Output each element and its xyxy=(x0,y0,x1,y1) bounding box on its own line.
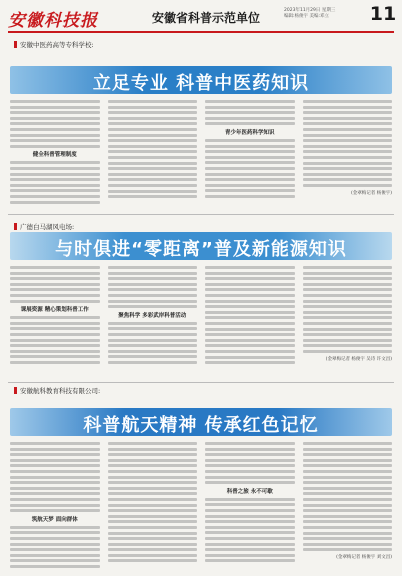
masthead xyxy=(0,0,402,30)
body-text-line xyxy=(205,470,295,473)
body-text-line xyxy=(108,150,198,153)
body-text-line xyxy=(205,498,295,501)
body-text-line xyxy=(10,476,100,479)
body-text-line xyxy=(303,311,393,314)
body-text-line xyxy=(10,333,100,336)
body-text-line xyxy=(10,300,100,303)
body-text-line xyxy=(205,145,295,148)
body-text-line xyxy=(205,316,295,319)
body-text-line xyxy=(10,470,100,473)
body-text-line xyxy=(303,283,393,286)
body-text-line xyxy=(10,178,100,181)
body-text-line xyxy=(303,134,393,137)
body-text-line xyxy=(10,139,100,142)
body-text-line xyxy=(108,283,198,286)
body-text-line xyxy=(303,481,393,484)
body-text-line xyxy=(205,328,295,331)
body-text-line xyxy=(10,189,100,192)
body-text-line xyxy=(108,509,198,512)
body-text-line xyxy=(303,322,393,325)
body-text-line xyxy=(10,288,100,291)
body-text-line xyxy=(108,515,198,518)
body-text-line xyxy=(10,554,100,557)
body-text-line xyxy=(205,288,295,291)
body-text-line xyxy=(10,272,100,275)
section-1-headline: 立足专业 科普中医药知识 xyxy=(92,73,310,94)
body-text-line xyxy=(108,532,198,535)
body-text-line xyxy=(303,316,393,319)
body-text-line xyxy=(10,161,100,164)
body-text-line xyxy=(10,277,100,280)
section-1-org-label: 安徽中医药高等专科学校: xyxy=(14,40,94,49)
body-text-line xyxy=(303,178,393,181)
body-text-line xyxy=(205,167,295,170)
masthead-rule xyxy=(8,31,394,33)
body-text-line xyxy=(108,167,198,170)
body-text-line xyxy=(108,543,198,546)
body-text-line xyxy=(10,128,100,131)
body-text-line xyxy=(303,145,393,148)
body-text-line xyxy=(10,361,100,364)
body-text-line xyxy=(108,504,198,507)
body-text-line xyxy=(205,195,295,198)
body-text-line xyxy=(10,548,100,551)
body-text-line xyxy=(205,531,295,534)
section-divider-1 xyxy=(8,214,394,215)
body-text-line xyxy=(10,294,100,297)
body-text-line xyxy=(10,173,100,176)
body-text-line xyxy=(10,316,100,319)
body-text-line xyxy=(303,162,393,165)
body-text-line xyxy=(108,344,198,347)
issue-meta xyxy=(284,8,356,20)
body-text-line xyxy=(108,442,198,445)
body-text-line xyxy=(108,559,198,562)
section-3-body xyxy=(10,442,392,572)
body-text-line xyxy=(303,537,393,540)
body-text-line xyxy=(303,184,393,187)
body-text-line xyxy=(303,173,393,176)
body-text-line xyxy=(108,156,198,159)
body-text-line xyxy=(10,145,100,148)
body-text-line xyxy=(303,344,393,347)
body-text-line xyxy=(108,459,198,462)
body-text-line xyxy=(10,111,100,114)
section-2-subhead-2: 聚焦科学 多彩武岸科普活动 xyxy=(118,312,187,319)
section-2-headline-banner xyxy=(10,232,392,260)
section-3-headline: 科普航天精神 传承红色记忆 xyxy=(83,415,319,436)
body-text-line xyxy=(10,184,100,187)
body-text-line xyxy=(108,288,198,291)
body-text-line xyxy=(10,459,100,462)
body-text-line xyxy=(303,150,393,153)
body-text-line xyxy=(303,459,393,462)
body-text-line xyxy=(303,470,393,473)
body-text-line xyxy=(303,128,393,131)
body-text-line xyxy=(108,178,198,181)
body-text-line xyxy=(10,543,100,546)
section-3-subhead-1: 筑航天梦 面向群体 xyxy=(31,516,78,523)
body-text-line xyxy=(303,515,393,518)
body-text-line xyxy=(303,117,393,120)
body-text-line xyxy=(108,300,198,303)
body-text-line xyxy=(205,161,295,164)
body-text-line xyxy=(108,294,198,297)
body-text-line xyxy=(108,327,198,330)
body-text-line xyxy=(10,504,100,507)
body-text-line xyxy=(303,453,393,456)
newspaper-logo: 安徽科技报 xyxy=(8,11,98,31)
body-text-line xyxy=(205,266,295,269)
body-text-line xyxy=(205,300,295,303)
page-number: 11 xyxy=(369,3,397,25)
section-2-subhead-1: 课展资源 精心策划科普工作 xyxy=(20,307,89,314)
section-2-signature: (金翠梅记者 杨俊宇 吴诗 许文昌) xyxy=(325,356,392,362)
section-1-col-4 xyxy=(303,100,393,208)
body-text-line xyxy=(205,339,295,342)
body-text-line xyxy=(303,294,393,297)
section-1-col-2 xyxy=(108,100,198,208)
body-text-line xyxy=(10,442,100,445)
body-text-line xyxy=(10,481,100,484)
body-text-line xyxy=(108,554,198,557)
body-text-line xyxy=(205,453,295,456)
body-text-line xyxy=(108,184,198,187)
section-2-col-4 xyxy=(303,266,393,378)
section-3-signature: (金翠梅记者 杨俊宇 刘文昌) xyxy=(336,554,392,560)
body-text-line xyxy=(108,498,198,501)
body-text-line xyxy=(108,106,198,109)
section-2-col-1 xyxy=(10,266,100,378)
body-text-line xyxy=(303,106,393,109)
body-text-line xyxy=(108,272,198,275)
body-text-line xyxy=(205,294,295,297)
body-text-line xyxy=(205,184,295,187)
section-1-col-3 xyxy=(205,100,295,208)
body-text-line xyxy=(303,520,393,523)
section-2-body xyxy=(10,266,392,378)
body-text-line xyxy=(303,464,393,467)
body-text-line xyxy=(205,548,295,551)
body-text-line xyxy=(205,481,295,484)
body-text-line xyxy=(10,355,100,358)
body-text-line xyxy=(205,503,295,506)
body-text-line xyxy=(108,464,198,467)
body-text-line xyxy=(303,339,393,342)
section-3-headline-banner xyxy=(10,408,392,436)
body-text-line xyxy=(205,277,295,280)
body-text-line xyxy=(205,361,295,364)
body-text-line xyxy=(10,322,100,325)
body-text-line xyxy=(10,100,100,103)
body-text-line xyxy=(10,509,100,512)
body-text-line xyxy=(205,356,295,359)
body-text-line xyxy=(10,134,100,137)
body-text-line xyxy=(108,333,198,336)
section-1-signature: (金翠梅记者 杨俊宇) xyxy=(351,190,392,196)
body-text-line xyxy=(205,139,295,142)
body-text-line xyxy=(303,448,393,451)
body-text-line xyxy=(10,531,100,534)
section-1-headline-banner xyxy=(10,66,392,94)
body-text-line xyxy=(303,156,393,159)
body-text-line xyxy=(303,532,393,535)
body-text-line xyxy=(205,344,295,347)
page-title: 安徽省科普示范单位 xyxy=(152,11,261,25)
body-text-line xyxy=(108,339,198,342)
section-3-col-2 xyxy=(108,442,198,572)
body-text-line xyxy=(10,565,100,568)
body-text-line xyxy=(108,277,198,280)
body-text-line xyxy=(205,111,295,114)
body-text-line xyxy=(108,122,198,125)
body-text-line xyxy=(108,548,198,551)
body-text-line xyxy=(108,139,198,142)
body-text-line xyxy=(108,470,198,473)
body-text-line xyxy=(10,283,100,286)
body-text-line xyxy=(303,300,393,303)
body-text-line xyxy=(108,537,198,540)
body-text-line xyxy=(10,464,100,467)
body-text-line xyxy=(10,350,100,353)
body-text-line xyxy=(108,481,198,484)
body-text-line xyxy=(10,487,100,490)
section-1-body xyxy=(10,100,392,208)
section-3-col-3 xyxy=(205,442,295,572)
body-text-line xyxy=(108,492,198,495)
body-text-line xyxy=(303,504,393,507)
body-text-line xyxy=(10,195,100,198)
body-text-line xyxy=(205,448,295,451)
body-text-line xyxy=(205,311,295,314)
body-text-line xyxy=(108,128,198,131)
body-text-line xyxy=(205,322,295,325)
body-text-line xyxy=(205,520,295,523)
body-text-line xyxy=(108,173,198,176)
body-text-line xyxy=(303,487,393,490)
body-text-line xyxy=(303,266,393,269)
body-text-line xyxy=(303,100,393,103)
body-text-line xyxy=(303,167,393,170)
body-text-line xyxy=(108,322,198,325)
body-text-line xyxy=(205,476,295,479)
section-1-subhead-1: 健全科普管理制度 xyxy=(32,152,77,159)
body-text-line xyxy=(108,453,198,456)
body-text-line xyxy=(303,526,393,529)
body-text-line xyxy=(10,122,100,125)
body-text-line xyxy=(205,350,295,353)
body-text-line xyxy=(303,350,393,353)
body-text-line xyxy=(108,355,198,358)
body-text-line xyxy=(205,464,295,467)
body-text-line xyxy=(205,333,295,336)
section-3-col-1 xyxy=(10,442,100,572)
body-text-line xyxy=(205,100,295,103)
body-text-line xyxy=(303,498,393,501)
body-text-line xyxy=(10,492,100,495)
body-text-line xyxy=(205,106,295,109)
body-text-line xyxy=(205,554,295,557)
body-text-line xyxy=(303,476,393,479)
body-text-line xyxy=(205,150,295,153)
section-2-headline: 与时俱进“零距离”普及新能源知识 xyxy=(55,239,347,260)
body-text-line xyxy=(303,548,393,551)
body-text-line xyxy=(303,288,393,291)
body-text-line xyxy=(10,537,100,540)
body-text-line xyxy=(10,339,100,342)
section-1-subhead-2: 青少年医药科学知识 xyxy=(224,129,275,136)
body-text-line xyxy=(303,272,393,275)
body-text-line xyxy=(10,167,100,170)
body-text-line xyxy=(10,448,100,451)
body-text-line xyxy=(205,515,295,518)
body-text-line xyxy=(10,117,100,120)
body-text-line xyxy=(108,350,198,353)
body-text-line xyxy=(10,106,100,109)
body-text-line xyxy=(205,178,295,181)
body-text-line xyxy=(108,190,198,193)
body-text-line xyxy=(108,487,198,490)
body-text-line xyxy=(205,559,295,562)
body-text-line xyxy=(303,111,393,114)
body-text-line xyxy=(205,459,295,462)
body-text-line xyxy=(108,162,198,165)
body-text-line xyxy=(108,134,198,137)
body-text-line xyxy=(205,272,295,275)
body-text-line xyxy=(303,305,393,308)
body-text-line xyxy=(205,122,295,125)
body-text-line xyxy=(205,117,295,120)
section-2-col-3 xyxy=(205,266,295,378)
body-text-line xyxy=(108,448,198,451)
body-text-line xyxy=(10,327,100,330)
section-3-org-label: 安徽航科教育科技有限公司: xyxy=(14,386,100,395)
section-3-subhead-2: 科普之旅 永不可歇 xyxy=(226,488,273,495)
body-text-line xyxy=(108,100,198,103)
body-text-line xyxy=(303,509,393,512)
body-text-line xyxy=(108,195,198,198)
body-text-line xyxy=(205,305,295,308)
issue-editors: 编辑:杨俊宇 美编:邓立 xyxy=(284,14,329,19)
body-text-line xyxy=(205,283,295,286)
body-text-line xyxy=(303,277,393,280)
body-text-line xyxy=(205,509,295,512)
body-text-line xyxy=(108,361,198,364)
body-text-line xyxy=(205,156,295,159)
body-text-line xyxy=(108,111,198,114)
body-text-line xyxy=(10,201,100,204)
body-text-line xyxy=(205,442,295,445)
body-text-line xyxy=(10,498,100,501)
body-text-line xyxy=(205,173,295,176)
body-text-line xyxy=(303,122,393,125)
body-text-line xyxy=(10,344,100,347)
body-text-line xyxy=(205,537,295,540)
body-text-line xyxy=(10,453,100,456)
body-text-line xyxy=(108,145,198,148)
body-text-line xyxy=(205,543,295,546)
body-text-line xyxy=(10,559,100,562)
body-text-line xyxy=(108,526,198,529)
body-text-line xyxy=(108,305,198,308)
body-text-line xyxy=(10,526,100,529)
section-2-org-label: 广德白马湖风电场: xyxy=(14,222,74,231)
body-text-line xyxy=(303,543,393,546)
body-text-line xyxy=(205,189,295,192)
body-text-line xyxy=(205,526,295,529)
section-2-col-2 xyxy=(108,266,198,378)
body-text-line xyxy=(303,492,393,495)
section-3-col-4 xyxy=(303,442,393,572)
body-text-line xyxy=(108,520,198,523)
section-1-col-1 xyxy=(10,100,100,208)
section-divider-2 xyxy=(8,382,394,383)
body-text-line xyxy=(10,266,100,269)
issue-date: 2023年11月29日 星期三 xyxy=(284,8,336,13)
body-text-line xyxy=(108,476,198,479)
body-text-line xyxy=(108,117,198,120)
body-text-line xyxy=(303,328,393,331)
body-text-line xyxy=(303,333,393,336)
body-text-line xyxy=(303,139,393,142)
body-text-line xyxy=(108,266,198,269)
body-text-line xyxy=(303,442,393,445)
